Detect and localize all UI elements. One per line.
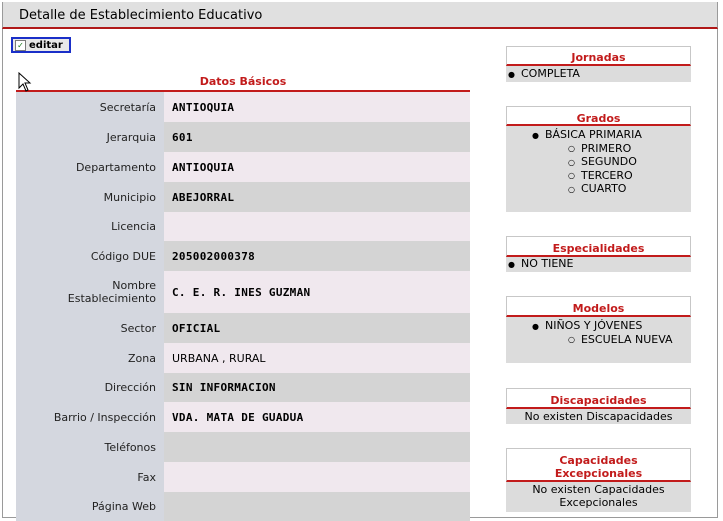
bullet-icon: ● bbox=[532, 130, 539, 140]
modelos-panel bbox=[506, 296, 691, 363]
field-value: URBANA , RURAL bbox=[164, 343, 470, 373]
field-value bbox=[164, 212, 470, 241]
field-label: Teléfonos bbox=[16, 432, 164, 462]
table-row bbox=[16, 492, 470, 521]
table-row bbox=[16, 271, 470, 313]
table-row bbox=[16, 373, 470, 402]
field-value: 601 bbox=[164, 122, 470, 152]
edit-button[interactable] bbox=[11, 37, 71, 53]
discapacidades-text: No existen Discapacidades bbox=[524, 410, 673, 423]
page-title: Detalle de Establecimiento Educativo bbox=[19, 8, 263, 23]
table-row bbox=[16, 462, 470, 492]
field-label: Municipio bbox=[16, 182, 164, 212]
circle-bullet-icon: ○ bbox=[568, 157, 575, 167]
field-value: OFICIAL bbox=[164, 313, 470, 343]
table-row bbox=[16, 182, 470, 212]
table-row bbox=[16, 402, 470, 432]
capacidades-text: No existen Capacidades Excepcionales bbox=[532, 483, 665, 509]
jornadas-item: ● COMPLETA bbox=[508, 67, 580, 80]
grados-heading: Grados bbox=[506, 106, 691, 126]
circle-bullet-icon: ○ bbox=[568, 184, 575, 194]
especialidades-heading: Especialidades bbox=[506, 236, 691, 257]
table-row bbox=[16, 122, 470, 152]
field-value: 205002000378 bbox=[164, 241, 470, 271]
field-value: VDA. MATA DE GUADUA bbox=[164, 402, 470, 432]
field-label: Barrio / Inspección bbox=[16, 402, 164, 432]
field-value bbox=[164, 462, 470, 492]
capacidades-heading: Capacidades Excepcionales bbox=[506, 448, 691, 482]
field-value: ABEJORRAL bbox=[164, 182, 470, 212]
grados-panel bbox=[506, 106, 691, 212]
grados-item: ○ CUARTO bbox=[568, 182, 627, 195]
table-row bbox=[16, 152, 470, 182]
table-row bbox=[16, 212, 470, 241]
especialidades-item: ● NO TIENE bbox=[508, 257, 574, 270]
grados-group: ● BÁSICA PRIMARIA bbox=[532, 128, 642, 141]
field-label: Nombre Establecimiento bbox=[16, 271, 164, 313]
table-row bbox=[16, 241, 470, 271]
table-row bbox=[16, 92, 470, 122]
field-value: ANTIOQUIA bbox=[164, 92, 470, 122]
field-label: Fax bbox=[16, 462, 164, 492]
table-row bbox=[16, 343, 470, 373]
title-bar bbox=[2, 2, 718, 29]
field-label: Jerarquia bbox=[16, 122, 164, 152]
grados-item: ○ SEGUNDO bbox=[568, 155, 637, 168]
circle-bullet-icon: ○ bbox=[568, 171, 575, 180]
grados-item: ○ TERCERO bbox=[568, 168, 633, 182]
edit-label: editar bbox=[29, 39, 63, 51]
circle-bullet-icon: ○ bbox=[568, 144, 575, 153]
especialidades-panel bbox=[506, 236, 691, 272]
bullet-icon: ● bbox=[508, 259, 515, 269]
mouse-cursor-icon bbox=[18, 72, 32, 92]
field-label: Sector bbox=[16, 313, 164, 343]
modelos-item: ○ ESCUELA NUEVA bbox=[568, 332, 673, 346]
bullet-icon: ● bbox=[508, 69, 515, 79]
basic-data-heading: Datos Básicos bbox=[16, 72, 470, 92]
field-label: Departamento bbox=[16, 152, 164, 182]
field-value: SIN INFORMACION bbox=[164, 373, 470, 402]
circle-bullet-icon: ○ bbox=[568, 335, 575, 344]
field-value: ANTIOQUIA bbox=[164, 152, 470, 182]
capacidades-panel bbox=[506, 448, 691, 512]
jornadas-heading: Jornadas bbox=[506, 46, 691, 66]
grados-item: ○ PRIMERO bbox=[568, 141, 632, 155]
basic-data-panel bbox=[16, 72, 470, 521]
modelos-group: ● NIÑOS Y JÓVENES bbox=[532, 319, 643, 332]
field-label: Página Web bbox=[16, 492, 164, 521]
edit-icon: ✓ bbox=[15, 40, 26, 51]
jornadas-panel bbox=[506, 46, 691, 82]
table-row bbox=[16, 432, 470, 462]
bullet-icon: ● bbox=[532, 321, 539, 331]
field-label: Código DUE bbox=[16, 241, 164, 271]
discapacidades-heading: Discapacidades bbox=[506, 388, 691, 409]
field-label: Secretaría bbox=[16, 92, 164, 122]
field-label: Dirección bbox=[16, 373, 164, 402]
field-label: Zona bbox=[16, 343, 164, 373]
field-value bbox=[164, 432, 470, 462]
field-value: C. E. R. INES GUZMAN bbox=[164, 271, 470, 313]
table-row bbox=[16, 313, 470, 343]
modelos-heading: Modelos bbox=[506, 296, 691, 317]
field-value bbox=[164, 492, 470, 521]
field-label: Licencia bbox=[16, 212, 164, 241]
discapacidades-panel bbox=[506, 388, 691, 424]
